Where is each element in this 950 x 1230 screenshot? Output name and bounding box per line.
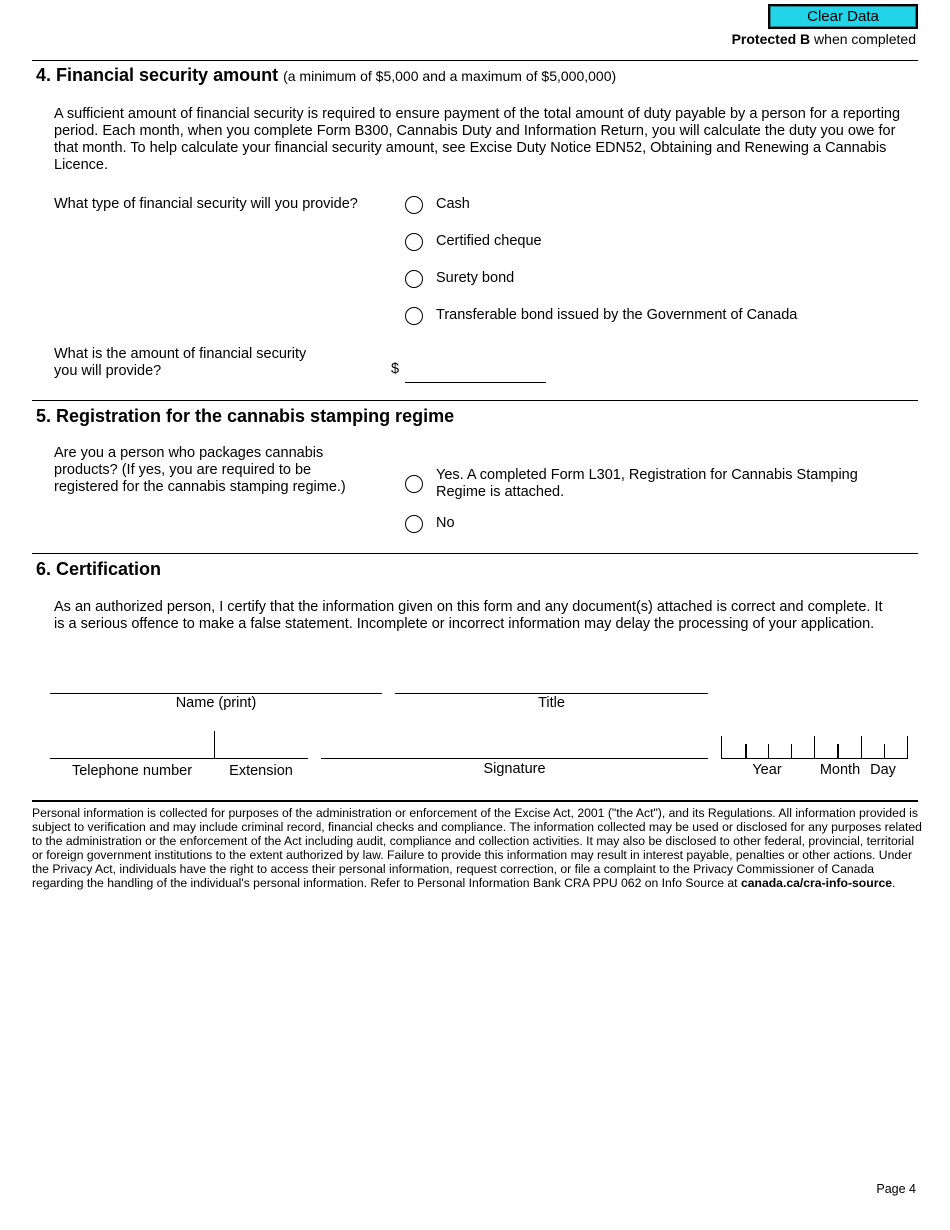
- amount-question: [54, 346, 306, 380]
- option-cash-label: Cash: [436, 196, 470, 212]
- title-label: Title: [538, 695, 565, 711]
- signature-label: Signature: [483, 761, 546, 777]
- radio-stamping-no[interactable]: [405, 515, 423, 533]
- currency-symbol: $: [391, 361, 400, 377]
- radio-transferable-bond[interactable]: [405, 307, 423, 325]
- security-type-question: What type of financial security will you provide?: [54, 196, 358, 212]
- privacy-text: Personal information is collected for purposes of the administration or enforcement of the Excise Act, 2001 ("the Act"), and its Regulations. All information provided is subject to verification and may include criminal record, financial checks and compliance. The information collected may be used or disclosed for any purposes related to the administration or the enforcement of the Act including audit, compliance and collection activities. It may also be disclosed to other federal, provincial, territorial or foreign government institutions to the extent authorized by law. Failure to provide this information may result in interest payable, penalties or other actions. Under the Privacy Act, individuals have the right to access their personal information, request correction, or file a complaint to the Privacy Commissioner of Canada regarding the handling of the individual's personal information. Refer to Personal Information Bank CRA PPU 062 on Info Source at: [32, 806, 922, 890]
- page-number: Page 4: [876, 1182, 916, 1196]
- telephone-extension-divider: [214, 731, 215, 758]
- section-divider: [32, 800, 918, 802]
- date-tick: [884, 744, 885, 758]
- stamping-question: [54, 445, 346, 496]
- info-source-link[interactable]: canada.ca/cra-info-source: [740, 876, 892, 890]
- radio-stamping-yes[interactable]: [405, 475, 423, 493]
- protected-b-notice: [732, 31, 916, 47]
- amount-question-line2: you will provide?: [54, 363, 162, 379]
- extension-label: Extension: [229, 763, 293, 779]
- date-field[interactable]: [721, 736, 908, 758]
- certification-statement: As an authorized person, I certify that the information given on this form and any document(s) attached is correct and complete. It is a serious offence to make a false statement. Incomplete or incorrect information may delay the processing of your application.: [54, 599, 883, 632]
- year-label: Year: [752, 762, 782, 778]
- section-4-intro: A sufficient amount of financial security is required to ensure payment of the total amount of duty payable by a person for a reporting period. Each month, when you complete Form B300, Cannabis Duty and Information Return, you will calculate the duty you owe for that month. To help calculate your financial security amount, see Excise Duty Notice EDN52, Obtaining and Renewing a Cannabis Licence.: [54, 106, 901, 173]
- date-baseline: [721, 758, 908, 759]
- privacy-end: .: [892, 876, 896, 890]
- protected-b-label: Protected B: [731, 31, 811, 47]
- stamping-question-line3: registered for the cannabis stamping regime.): [54, 479, 346, 495]
- section-divider: [32, 553, 918, 554]
- section-divider: [32, 60, 918, 61]
- section-4-heading: [36, 65, 616, 86]
- option-surety-bond-label: Surety bond: [436, 270, 515, 286]
- section-5-title: 5. Registration for the cannabis stamping regime: [36, 406, 455, 426]
- date-tick: [907, 736, 908, 758]
- day-label: Day: [870, 762, 896, 778]
- section-divider: [32, 400, 918, 401]
- clear-data-button[interactable]: Clear Data: [768, 4, 918, 29]
- section-6-title: 6. Certification: [36, 559, 162, 579]
- name-label: Name (print): [175, 695, 257, 711]
- name-field-line[interactable]: [50, 693, 382, 694]
- date-tick: [745, 744, 747, 758]
- amount-input[interactable]: [405, 364, 546, 383]
- date-tick: [861, 736, 862, 758]
- telephone-label: Telephone number: [71, 763, 193, 779]
- radio-surety-bond[interactable]: [405, 270, 423, 288]
- option-transferable-bond-label: Transferable bond issued by the Government of Canada: [436, 307, 798, 323]
- radio-certified-cheque[interactable]: [405, 233, 423, 251]
- date-tick: [837, 744, 839, 758]
- amount-question-line1: What is the amount of financial security: [54, 346, 307, 362]
- date-tick: [814, 736, 815, 758]
- stamping-no-label: No: [436, 515, 455, 531]
- protected-b-suffix: when completed: [810, 31, 916, 47]
- stamping-question-line1: Are you a person who packages cannabis: [54, 445, 324, 461]
- title-field-line[interactable]: [395, 693, 708, 694]
- stamping-yes-line2: Regime is attached.: [436, 484, 565, 500]
- stamping-yes-line1: Yes. A completed Form L301, Registration for Cannabis Stamping: [436, 467, 858, 483]
- month-label: Month: [819, 762, 861, 778]
- telephone-field-line[interactable]: [50, 758, 214, 759]
- date-tick: [768, 744, 769, 758]
- date-tick: [721, 736, 722, 758]
- date-tick: [791, 744, 792, 758]
- extension-field-line[interactable]: [214, 758, 308, 759]
- privacy-notice: [32, 806, 922, 890]
- section-4-title: 4. Financial security amount: [36, 65, 279, 85]
- option-certified-cheque-label: Certified cheque: [436, 233, 542, 249]
- radio-cash[interactable]: [405, 196, 423, 214]
- stamping-question-line2: products? (If yes, you are required to be: [54, 462, 312, 478]
- stamping-yes-label: [436, 467, 858, 501]
- section-4-subtitle: (a minimum of $5,000 and a maximum of $5,000,000): [283, 68, 617, 84]
- signature-field-line[interactable]: [321, 758, 708, 759]
